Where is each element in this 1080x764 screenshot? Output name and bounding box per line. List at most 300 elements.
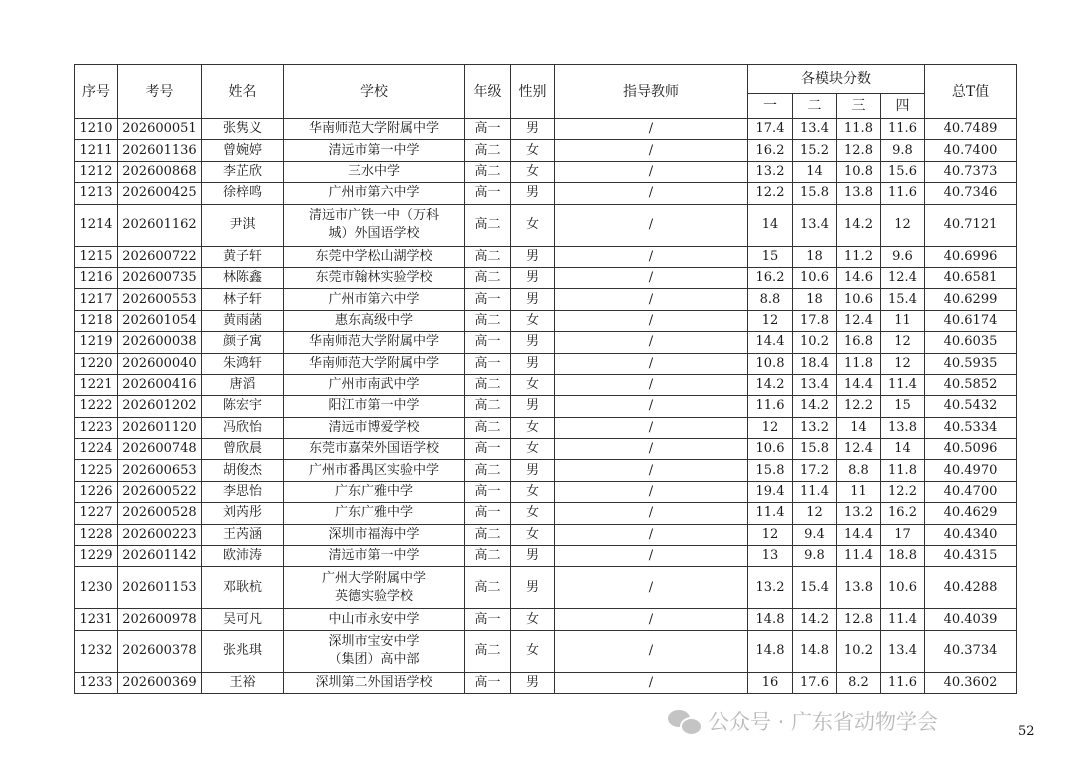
name-cell: 张兆琪 [202,630,284,672]
header-advisor: 指导教师 [555,65,748,119]
gender-cell: 男 [511,460,555,481]
gender-cell: 男 [511,119,555,140]
name-cell: 黄子轩 [202,246,284,267]
school-name-line: 广东广雅中学 [334,484,413,500]
name-cell: 曾婉婷 [202,140,284,161]
index-cell: 1211 [75,140,118,161]
total-t-cell: 40.4970 [925,460,1017,481]
module-4-score: 12.4 [881,267,925,288]
grade-cell: 高一 [465,183,511,204]
school-name-line: 广州大学附属中学 [321,570,426,586]
name-cell: 胡俊杰 [202,460,284,481]
gender-cell: 女 [511,503,555,524]
grade-cell: 高一 [465,353,511,374]
grade-cell: 高二 [465,524,511,545]
module-4-score: 11.6 [881,119,925,140]
index-cell: 1233 [75,672,118,693]
module-4-score: 15 [881,396,925,417]
exam-id-cell: 202601162 [118,204,202,246]
name-cell: 吴可凡 [202,609,284,630]
module-3-score: 10.8 [837,161,881,182]
index-cell: 1218 [75,310,118,331]
school-cell [284,417,465,438]
table-row [75,546,1017,567]
grade-cell: 高二 [465,460,511,481]
exam-id-cell: 202600038 [118,332,202,353]
table-header [75,65,1017,119]
advisor-cell: / [555,417,748,438]
advisor-cell: / [555,630,748,672]
table-row [75,417,1017,438]
advisor-cell: / [555,246,748,267]
index-cell: 1229 [75,546,118,567]
module-2-score: 13.2 [793,417,837,438]
module-3-score: 12.4 [837,310,881,331]
grade-cell: 高二 [465,204,511,246]
module-2-score: 18.4 [793,353,837,374]
wechat-icon [668,708,702,734]
table-row [75,374,1017,395]
total-t-cell: 40.4629 [925,503,1017,524]
module-4-score: 10.6 [881,567,925,609]
exam-id-cell: 202601136 [118,140,202,161]
module-3-score: 14 [837,417,881,438]
module-1-score: 12.2 [748,183,793,204]
exam-id-cell: 202601120 [118,417,202,438]
module-2-score: 18 [793,289,837,310]
gender-cell: 男 [511,246,555,267]
gender-cell: 女 [511,481,555,502]
name-cell: 王芮涵 [202,524,284,545]
school-cell [284,567,465,609]
school-name-line: 深圳市福海中学 [328,526,420,542]
module-3-score: 11.8 [837,119,881,140]
school-name-line: 深圳第二外国语学校 [315,675,433,690]
gender-cell: 男 [511,267,555,288]
school-cell [284,183,465,204]
module-2-score: 10.2 [793,332,837,353]
module-2-score: 11.4 [793,481,837,502]
name-cell: 王裕 [202,672,284,693]
exam-id-cell: 202601202 [118,396,202,417]
module-1-score: 14.2 [748,374,793,395]
school-cell [284,246,465,267]
school-name-line: 阳江市第一中学 [328,398,420,414]
index-cell: 1230 [75,567,118,609]
index-cell: 1228 [75,524,118,545]
table-row [75,567,1017,609]
index-cell: 1231 [75,609,118,630]
table-row [75,289,1017,310]
module-4-score: 11.4 [881,374,925,395]
module-1-score: 15.8 [748,460,793,481]
gender-cell: 男 [511,567,555,609]
module-3-score: 14.4 [837,524,881,545]
grade-cell: 高二 [465,140,511,161]
module-1-score: 12 [748,417,793,438]
module-4-score: 12 [881,332,925,353]
module-3-score: 11.2 [837,246,881,267]
school-cell [284,289,465,310]
school-name-line: 东莞市翰林实验学校 [315,270,433,286]
gender-cell: 女 [511,204,555,246]
exam-id-cell: 202600735 [118,267,202,288]
exam-id-cell: 202600369 [118,672,202,693]
name-cell: 林子轩 [202,289,284,310]
grade-cell: 高一 [465,119,511,140]
exam-id-cell: 202600528 [118,503,202,524]
name-cell: 李思怡 [202,481,284,502]
exam-id-cell: 202601142 [118,546,202,567]
exam-id-cell: 202600868 [118,161,202,182]
advisor-cell: / [555,183,748,204]
gender-cell: 女 [511,524,555,545]
exam-id-cell: 202600978 [118,609,202,630]
table-row [75,246,1017,267]
advisor-cell: / [555,503,748,524]
name-cell: 唐滔 [202,374,284,395]
grade-cell: 高一 [465,481,511,502]
total-t-cell: 40.5334 [925,417,1017,438]
module-1-score: 15 [748,246,793,267]
grade-cell: 高二 [465,546,511,567]
school-name-line: 广州市第六中学 [328,185,420,201]
module-3-score: 14.6 [837,267,881,288]
index-cell: 1216 [75,267,118,288]
index-cell: 1219 [75,332,118,353]
school-name-line: 华南师范大学附属中学 [308,355,439,371]
grade-cell: 高一 [465,672,511,693]
module-2-score: 13.4 [793,374,837,395]
module-4-score: 9.8 [881,140,925,161]
advisor-cell: / [555,353,748,374]
school-cell [284,503,465,524]
module-2-score: 17.2 [793,460,837,481]
module-2-score: 10.6 [793,267,837,288]
module-3-score: 13.2 [837,503,881,524]
module-3-score: 12.2 [837,396,881,417]
gender-cell: 男 [511,183,555,204]
header-module-4: 四 [881,94,925,119]
header-grade: 年级 [465,65,511,119]
gender-cell: 女 [511,161,555,182]
index-cell: 1224 [75,439,118,460]
exam-id-cell: 202601153 [118,567,202,609]
index-cell: 1226 [75,481,118,502]
school-cell [284,439,465,460]
advisor-cell: / [555,332,748,353]
school-cell [284,310,465,331]
school-cell [284,119,465,140]
name-cell: 曾欣晨 [202,439,284,460]
grade-cell: 高二 [465,417,511,438]
gender-cell: 男 [511,396,555,417]
school-cell [284,161,465,182]
total-t-cell: 40.6174 [925,310,1017,331]
advisor-cell: / [555,267,748,288]
module-2-score: 18 [793,246,837,267]
school-name-line: 中山市永安中学 [328,611,420,627]
total-t-cell: 40.5935 [925,353,1017,374]
module-4-score: 18.8 [881,546,925,567]
gender-cell: 女 [511,310,555,331]
gender-cell: 女 [511,630,555,672]
advisor-cell: / [555,140,748,161]
total-t-cell: 40.5432 [925,396,1017,417]
module-1-score: 13.2 [748,161,793,182]
module-2-score: 12 [793,503,837,524]
module-2-score: 14.2 [793,396,837,417]
header-gender: 性别 [511,65,555,119]
table-row [75,503,1017,524]
school-name-line: 华南师范大学附属中学 [308,121,439,137]
advisor-cell: / [555,310,748,331]
index-cell: 1225 [75,460,118,481]
module-3-score: 10.2 [837,630,881,672]
gender-cell: 女 [511,609,555,630]
module-2-score: 15.8 [793,439,837,460]
name-cell: 陈宏宇 [202,396,284,417]
gender-cell: 男 [511,546,555,567]
school-name-line: 东莞中学松山湖学校 [315,248,433,264]
exam-id-cell: 202600522 [118,481,202,502]
grade-cell: 高一 [465,503,511,524]
total-t-cell: 40.3734 [925,630,1017,672]
module-3-score: 14.4 [837,374,881,395]
table-row [75,524,1017,545]
advisor-cell: / [555,672,748,693]
header-name: 姓名 [202,65,284,119]
school-name-line: 英德实验学校 [334,588,413,604]
grade-cell: 高二 [465,630,511,672]
name-cell: 林陈鑫 [202,267,284,288]
module-4-score: 15.6 [881,161,925,182]
index-cell: 1232 [75,630,118,672]
module-4-score: 11.8 [881,460,925,481]
exam-id-cell: 202600223 [118,524,202,545]
module-4-score: 15.4 [881,289,925,310]
advisor-cell: / [555,289,748,310]
name-cell: 欧沛涛 [202,546,284,567]
header-module-scores: 各模块分数 [748,65,925,94]
advisor-cell: / [555,609,748,630]
module-3-score: 13.8 [837,567,881,609]
index-cell: 1220 [75,353,118,374]
module-1-score: 14.4 [748,332,793,353]
advisor-cell: / [555,546,748,567]
index-cell: 1212 [75,161,118,182]
table-row [75,332,1017,353]
table-row [75,204,1017,246]
watermark-text: 公众号 · 广东省动物学会 [708,710,939,734]
module-1-score: 10.6 [748,439,793,460]
table-row [75,672,1017,693]
grade-cell: 高二 [465,246,511,267]
school-cell [284,332,465,353]
total-t-cell: 40.7373 [925,161,1017,182]
module-3-score: 8.2 [837,672,881,693]
module-1-score: 14.8 [748,609,793,630]
header-school: 学校 [284,65,465,119]
index-cell: 1214 [75,204,118,246]
module-2-score: 14.2 [793,609,837,630]
exam-id-cell: 202600553 [118,289,202,310]
exam-id-cell: 202600653 [118,460,202,481]
school-name-line: 广州市番禺区实验中学 [308,462,439,478]
advisor-cell: / [555,481,748,502]
exam-id-cell: 202600051 [118,119,202,140]
module-2-score: 9.8 [793,546,837,567]
module-1-score: 11.6 [748,396,793,417]
gender-cell: 女 [511,417,555,438]
module-2-score: 13.4 [793,204,837,246]
grade-cell: 高一 [465,439,511,460]
grade-cell: 高二 [465,396,511,417]
header-module-3: 三 [837,94,881,119]
school-name-line: 广东广雅中学 [334,505,413,521]
table-row [75,267,1017,288]
module-2-score: 9.4 [793,524,837,545]
exam-id-cell: 202601054 [118,310,202,331]
table-row [75,481,1017,502]
total-t-cell: 40.6996 [925,246,1017,267]
name-cell: 颜子寓 [202,332,284,353]
index-cell: 1213 [75,183,118,204]
module-4-score: 12.2 [881,481,925,502]
school-cell [284,630,465,672]
index-cell: 1223 [75,417,118,438]
advisor-cell: / [555,161,748,182]
module-4-score: 11 [881,310,925,331]
module-2-score: 17.8 [793,310,837,331]
school-cell [284,460,465,481]
module-2-score: 15.8 [793,183,837,204]
module-4-score: 9.6 [881,246,925,267]
school-name-line: 城）外国语学校 [328,226,420,242]
school-name-line: 惠东高级中学 [334,312,413,328]
module-4-score: 12 [881,204,925,246]
grade-cell: 高二 [465,161,511,182]
module-2-score: 17.6 [793,672,837,693]
exam-id-cell: 202600425 [118,183,202,204]
total-t-cell: 40.7121 [925,204,1017,246]
total-t-cell: 40.6581 [925,267,1017,288]
module-4-score: 16.2 [881,503,925,524]
grade-cell: 高二 [465,267,511,288]
module-1-score: 16.2 [748,140,793,161]
table-row [75,310,1017,331]
advisor-cell: / [555,460,748,481]
module-3-score: 12.8 [837,609,881,630]
module-1-score: 8.8 [748,289,793,310]
module-2-score: 15.2 [793,140,837,161]
school-cell [284,546,465,567]
gender-cell: 女 [511,374,555,395]
exam-id-cell: 202600378 [118,630,202,672]
table-row [75,609,1017,630]
header-index: 序号 [75,65,118,119]
module-4-score: 17 [881,524,925,545]
module-1-score: 10.8 [748,353,793,374]
module-1-score: 19.4 [748,481,793,502]
gender-cell: 男 [511,672,555,693]
table-row [75,119,1017,140]
index-cell: 1222 [75,396,118,417]
total-t-cell: 40.6299 [925,289,1017,310]
total-t-cell: 40.6035 [925,332,1017,353]
grade-cell: 高二 [465,374,511,395]
name-cell: 朱鸿轩 [202,353,284,374]
name-cell: 李芷欣 [202,161,284,182]
school-cell [284,609,465,630]
advisor-cell: / [555,204,748,246]
school-cell [284,481,465,502]
grade-cell: 高一 [465,332,511,353]
grade-cell: 高二 [465,567,511,609]
table-body [75,119,1017,694]
module-4-score: 11.4 [881,609,925,630]
advisor-cell: / [555,524,748,545]
table-row [75,140,1017,161]
gender-cell: 男 [511,332,555,353]
total-t-cell: 40.4315 [925,546,1017,567]
gender-cell: 男 [511,353,555,374]
advisor-cell: / [555,567,748,609]
exam-id-cell: 202600040 [118,353,202,374]
module-3-score: 12.8 [837,140,881,161]
module-2-score: 14 [793,161,837,182]
header-module-1: 一 [748,94,793,119]
advisor-cell: / [555,374,748,395]
advisor-cell: / [555,396,748,417]
index-cell: 1221 [75,374,118,395]
total-t-cell: 40.7489 [925,119,1017,140]
name-cell: 冯欣怡 [202,417,284,438]
table-row [75,353,1017,374]
advisor-cell: / [555,119,748,140]
school-name-line: 三水中学 [347,163,400,179]
school-name-line: 清远市博爱学校 [328,419,420,435]
module-1-score: 13 [748,546,793,567]
total-t-cell: 40.7400 [925,140,1017,161]
school-cell [284,140,465,161]
school-name-line: 深圳市宝安中学 [328,634,420,650]
table-row [75,396,1017,417]
school-name-line: 东莞市嘉荣外国语学校 [308,441,439,457]
module-3-score: 11.8 [837,353,881,374]
school-name-line: （集团）高中部 [328,652,420,668]
table-row [75,161,1017,182]
school-cell [284,353,465,374]
advisor-cell: / [555,439,748,460]
header-total: 总T值 [925,65,1017,119]
index-cell: 1215 [75,246,118,267]
school-name-line: 华南师范大学附属中学 [308,334,439,350]
grade-cell: 高一 [465,289,511,310]
school-cell [284,396,465,417]
name-cell: 邓耿杭 [202,567,284,609]
grade-cell: 高一 [465,609,511,630]
module-3-score: 11.4 [837,546,881,567]
total-t-cell: 40.4288 [925,567,1017,609]
exam-id-cell: 202600722 [118,246,202,267]
module-1-score: 16.2 [748,267,793,288]
table-row [75,439,1017,460]
school-cell [284,524,465,545]
module-2-score: 13.4 [793,119,837,140]
school-cell [284,374,465,395]
name-cell: 黄雨菡 [202,310,284,331]
